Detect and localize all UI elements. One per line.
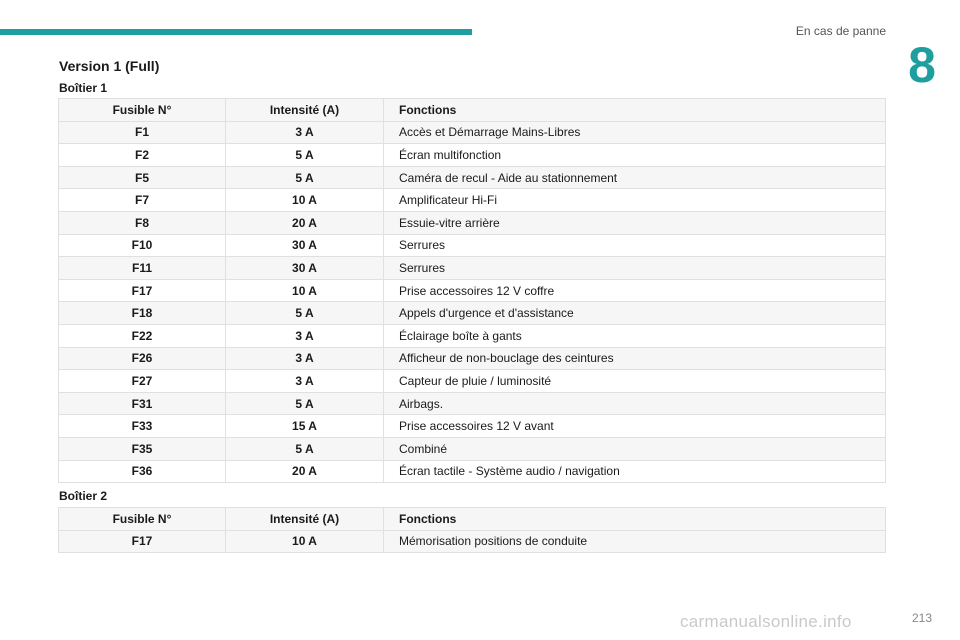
fuse-amperage: 5 A	[226, 437, 384, 460]
box1-label: Boîtier 1	[59, 81, 108, 95]
table-row	[59, 257, 886, 280]
fuse-number: F31	[59, 392, 226, 415]
fuse-function: Essuie-vitre arrière	[384, 211, 886, 234]
fuse-amperage: 10 A	[226, 279, 384, 302]
page-number: 213	[912, 611, 933, 625]
fuse-amperage: 30 A	[226, 234, 384, 257]
fuse-number: F17	[59, 279, 226, 302]
fuse-number: F22	[59, 324, 226, 347]
fuse-number: F8	[59, 211, 226, 234]
col-fuse-header: Fusible N°	[59, 508, 226, 531]
fuse-number: F36	[59, 460, 226, 483]
col-amperage-header: Intensité (A)	[226, 99, 384, 122]
fuse-number: F17	[59, 530, 226, 553]
header-accent-bar	[0, 29, 472, 35]
table-row	[59, 279, 886, 302]
fuse-function: Caméra de recul - Aide au stationnement	[384, 166, 886, 189]
fuse-amperage: 5 A	[226, 144, 384, 167]
fuse-number: F1	[59, 121, 226, 144]
fuse-number: F11	[59, 257, 226, 280]
table-row	[59, 437, 886, 460]
fuse-amperage: 20 A	[226, 460, 384, 483]
col-functions-header: Fonctions	[384, 508, 886, 531]
fuse-number: F2	[59, 144, 226, 167]
fuse-number: F7	[59, 189, 226, 212]
fuse-amperage: 5 A	[226, 302, 384, 325]
table-row	[59, 144, 886, 167]
section-name: En cas de panne	[795, 24, 886, 38]
fuse-function: Écran multifonction	[384, 144, 886, 167]
fuse-amperage: 3 A	[226, 370, 384, 393]
table-row	[59, 166, 886, 189]
fuse-function: Éclairage boîte à gants	[384, 324, 886, 347]
fuse-number: F27	[59, 370, 226, 393]
col-fuse-header: Fusible N°	[59, 99, 226, 122]
fuse-number: F10	[59, 234, 226, 257]
fuse-amperage: 10 A	[226, 189, 384, 212]
table-row	[59, 347, 886, 370]
table-row	[59, 460, 886, 483]
fuse-function: Afficheur de non-bouclage des ceintures	[384, 347, 886, 370]
box2-rows	[59, 530, 886, 553]
table-row	[59, 324, 886, 347]
watermark: carmanualsonline.info	[680, 612, 852, 631]
fuse-amperage: 15 A	[226, 415, 384, 438]
fuse-function: Serrures	[384, 234, 886, 257]
fuse-amperage: 3 A	[226, 347, 384, 370]
fuse-function: Écran tactile - Système audio / navigation	[384, 460, 886, 483]
fuse-amperage: 3 A	[226, 121, 384, 144]
page-title: Version 1 (Full)	[59, 58, 160, 74]
table-row	[59, 370, 886, 393]
fuse-function: Prise accessoires 12 V avant	[384, 415, 886, 438]
fuse-function: Combiné	[384, 437, 886, 460]
table-row	[59, 415, 886, 438]
table-row	[59, 121, 886, 144]
box1-table	[58, 98, 886, 483]
table-row	[59, 392, 886, 415]
fuse-function: Accès et Démarrage Mains-Libres	[384, 121, 886, 144]
fuse-number: F35	[59, 437, 226, 460]
chapter-number: 8	[908, 37, 936, 93]
table-header-row	[59, 508, 886, 531]
box2-table	[58, 507, 886, 553]
col-functions-header: Fonctions	[384, 99, 886, 122]
fuse-amperage: 30 A	[226, 257, 384, 280]
table-header-row	[59, 99, 886, 122]
box1-rows	[59, 121, 886, 483]
fuse-amperage: 5 A	[226, 166, 384, 189]
fuse-function: Serrures	[384, 257, 886, 280]
table-row	[59, 211, 886, 234]
table-row	[59, 302, 886, 325]
table-row	[59, 189, 886, 212]
fuse-amperage: 20 A	[226, 211, 384, 234]
fuse-function: Mémorisation positions de conduite	[384, 530, 886, 553]
fuse-amperage: 3 A	[226, 324, 384, 347]
fuse-amperage: 10 A	[226, 530, 384, 553]
box2-label: Boîtier 2	[59, 489, 108, 503]
fuse-number: F33	[59, 415, 226, 438]
fuse-function: Amplificateur Hi-Fi	[384, 189, 886, 212]
table-row	[59, 530, 886, 553]
fuse-amperage: 5 A	[226, 392, 384, 415]
table-row	[59, 234, 886, 257]
fuse-number: F26	[59, 347, 226, 370]
fuse-function: Capteur de pluie / luminosité	[384, 370, 886, 393]
fuse-function: Prise accessoires 12 V coffre	[384, 279, 886, 302]
fuse-function: Airbags.	[384, 392, 886, 415]
fuse-number: F5	[59, 166, 226, 189]
fuse-function: Appels d'urgence et d'assistance	[384, 302, 886, 325]
col-amperage-header: Intensité (A)	[226, 508, 384, 531]
fuse-number: F18	[59, 302, 226, 325]
